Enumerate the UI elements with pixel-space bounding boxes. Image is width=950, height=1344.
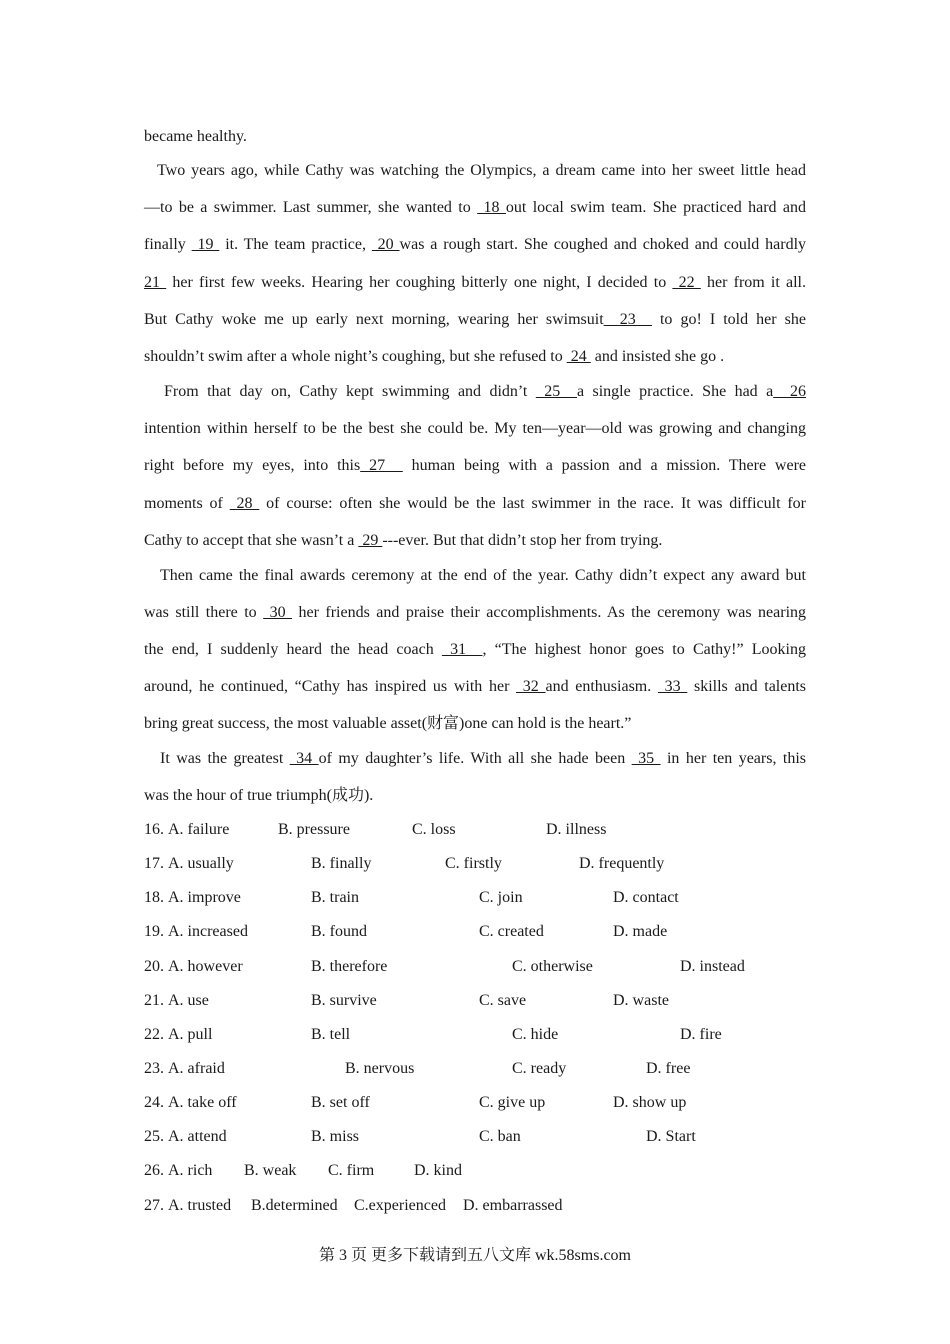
passage-line: became healthy. bbox=[144, 128, 247, 145]
option-b[interactable]: B.determined bbox=[251, 1197, 338, 1214]
blank-34[interactable]: 34 bbox=[289, 750, 319, 767]
blank-31[interactable]: 31 bbox=[441, 641, 483, 658]
passage-line: Cathy to accept that she wasn’t a 29 ---ever. But that didn’t stop her from trying. bbox=[144, 532, 663, 549]
option-b[interactable]: B. weak bbox=[244, 1162, 297, 1179]
blank-29[interactable]: 29 bbox=[358, 532, 383, 549]
passage-line: right before my eyes, into this 27 human being with a passion and a mission. There were bbox=[144, 457, 807, 474]
question-number: 27. bbox=[144, 1197, 164, 1214]
blank-19[interactable]: 19 bbox=[191, 236, 220, 253]
passage-line: was still there to 30 her friends and praise their accomplishments. As the ceremony was nearing bbox=[144, 604, 807, 621]
question-row bbox=[144, 1093, 806, 1113]
question-row bbox=[144, 854, 806, 874]
passage-line: 21 her first few weeks. Hearing her coughing bitterly one night, I decided to 22 her from it all. bbox=[144, 274, 807, 291]
option-d[interactable]: D. kind bbox=[414, 1162, 462, 1179]
option-a[interactable]: A. trusted bbox=[168, 1197, 232, 1214]
blank-26[interactable]: 26 bbox=[773, 383, 806, 400]
option-c[interactable]: C. firm bbox=[328, 1162, 375, 1179]
option-b[interactable]: B. survive bbox=[311, 992, 377, 1009]
option-a[interactable]: A. rich bbox=[168, 1162, 213, 1179]
blank-22[interactable]: 22 bbox=[672, 274, 701, 291]
question-row bbox=[144, 1196, 806, 1216]
option-b[interactable]: B. set off bbox=[311, 1094, 370, 1111]
option-d[interactable]: D. fire bbox=[680, 1026, 722, 1043]
passage-line: —to be a swimmer. Last summer, she wanted to 18 out local swim team. She practiced hard and bbox=[144, 199, 807, 216]
option-b[interactable]: B. miss bbox=[311, 1128, 360, 1145]
option-c[interactable]: C. join bbox=[479, 889, 523, 906]
option-c[interactable]: C. save bbox=[479, 992, 527, 1009]
passage-line: around, he continued, “Cathy has inspired us with her 32 and enthusiasm. 33 skills and talents bbox=[144, 678, 807, 695]
question-number: 25. bbox=[144, 1128, 164, 1145]
blank-35[interactable]: 35 bbox=[631, 750, 661, 767]
passage-line: intention within herself to be the best she could be. My ten—year—old was growing and changing bbox=[144, 420, 806, 437]
option-c[interactable]: C. firstly bbox=[445, 855, 502, 872]
option-b[interactable]: B. finally bbox=[311, 855, 372, 872]
option-c[interactable]: C. give up bbox=[479, 1094, 546, 1111]
question-row bbox=[144, 957, 806, 977]
passage-line: shouldn’t swim after a whole night’s coughing, but she refused to 24 and insisted she go . bbox=[144, 348, 725, 365]
blank-30[interactable]: 30 bbox=[263, 604, 293, 621]
option-c[interactable]: C. ready bbox=[512, 1060, 567, 1077]
passage-line: was the hour of true triumph(成功). bbox=[144, 787, 374, 804]
option-c[interactable]: C. loss bbox=[412, 821, 456, 838]
question-row bbox=[144, 820, 806, 840]
option-c[interactable]: C. created bbox=[479, 923, 544, 940]
question-number: 21. bbox=[144, 992, 164, 1009]
option-d[interactable]: D. waste bbox=[613, 992, 669, 1009]
option-d[interactable]: D. Start bbox=[646, 1128, 696, 1145]
question-number: 16. bbox=[144, 821, 164, 838]
option-d[interactable]: D. made bbox=[613, 923, 668, 940]
option-b[interactable]: B. pressure bbox=[278, 821, 350, 838]
option-a[interactable]: A. pull bbox=[168, 1026, 213, 1043]
option-c[interactable]: C. hide bbox=[512, 1026, 559, 1043]
option-b[interactable]: B. train bbox=[311, 889, 359, 906]
question-number: 23. bbox=[144, 1060, 164, 1077]
passage-line: But Cathy woke me up early next morning, wearing her swimsuit 23 to go! I told her she bbox=[144, 311, 807, 328]
passage-line: It was the greatest 34 of my daughter’s life. With all she hade been 35 in her ten years, this bbox=[160, 750, 806, 767]
passage-line: Two years ago, while Cathy was watching the Olympics, a dream came into her sweet little head bbox=[157, 162, 806, 179]
blank-28[interactable]: 28 bbox=[229, 495, 260, 512]
question-number: 24. bbox=[144, 1094, 164, 1111]
passage-line: Then came the final awards ceremony at the end of the year. Cathy didn’t expect any award but bbox=[160, 567, 806, 584]
option-a[interactable]: A. use bbox=[168, 992, 209, 1009]
option-b[interactable]: B. therefore bbox=[311, 958, 388, 975]
blank-25[interactable]: 25 bbox=[535, 383, 577, 400]
option-a[interactable]: A. take off bbox=[168, 1094, 237, 1111]
passage-line: bring great success, the most valuable asset(财富)one can hold is the heart.” bbox=[144, 715, 632, 732]
question-row bbox=[144, 1025, 806, 1045]
option-b[interactable]: B. found bbox=[311, 923, 367, 940]
option-d[interactable]: D. embarrassed bbox=[463, 1197, 563, 1214]
option-a[interactable]: A. attend bbox=[168, 1128, 227, 1145]
blank-18[interactable]: 18 bbox=[477, 199, 506, 216]
question-number: 20. bbox=[144, 958, 164, 975]
question-number: 22. bbox=[144, 1026, 164, 1043]
option-d[interactable]: D. show up bbox=[613, 1094, 687, 1111]
blank-32[interactable]: 32 bbox=[516, 678, 546, 695]
option-d[interactable]: D. free bbox=[646, 1060, 691, 1077]
question-row bbox=[144, 1161, 806, 1181]
blank-21[interactable]: 21 bbox=[144, 274, 167, 291]
option-b[interactable]: B. nervous bbox=[345, 1060, 415, 1077]
passage-line: moments of 28 of course: often she would be the last swimmer in the race. It was difficult for bbox=[144, 495, 807, 512]
option-c[interactable]: C. ban bbox=[479, 1128, 521, 1145]
page-footer: 第 3 页 更多下载请到五八文库 wk.58sms.com bbox=[318, 1247, 631, 1264]
question-row bbox=[144, 991, 806, 1011]
question-number: 17. bbox=[144, 855, 164, 872]
option-b[interactable]: B. tell bbox=[311, 1026, 351, 1043]
passage-line: From that day on, Cathy kept swimming and didn’t 25 a single practice. She had a 26 bbox=[164, 383, 806, 400]
blank-23[interactable]: 23 bbox=[603, 311, 652, 328]
passage-line: finally 19 it. The team practice, 20 was a rough start. She coughed and choked and could hardly bbox=[144, 236, 807, 253]
passage-line: the end, I suddenly heard the head coach 31 , “The highest honor goes to Cathy!” Looking bbox=[144, 641, 807, 658]
option-d[interactable]: D. contact bbox=[613, 889, 679, 906]
option-d[interactable]: D. illness bbox=[546, 821, 607, 838]
blank-27[interactable]: 27 bbox=[360, 457, 403, 474]
option-a[interactable]: A. however bbox=[168, 958, 243, 975]
blank-20[interactable]: 20 bbox=[371, 236, 400, 253]
blank-24[interactable]: 24 bbox=[566, 348, 591, 365]
option-a[interactable]: A. usually bbox=[168, 855, 234, 872]
option-a[interactable]: A. failure bbox=[168, 821, 230, 838]
question-row bbox=[144, 922, 806, 942]
option-d[interactable]: D. instead bbox=[680, 958, 745, 975]
option-a[interactable]: A. afraid bbox=[168, 1060, 225, 1077]
option-a[interactable]: A. increased bbox=[168, 923, 248, 940]
question-row bbox=[144, 888, 806, 908]
question-row bbox=[144, 1059, 806, 1079]
question-row bbox=[144, 1127, 806, 1147]
question-number: 26. bbox=[144, 1162, 164, 1179]
question-number: 19. bbox=[144, 923, 164, 940]
option-d[interactable]: D. frequently bbox=[579, 855, 665, 872]
option-c[interactable]: C.experienced bbox=[354, 1197, 446, 1214]
option-c[interactable]: C. otherwise bbox=[512, 958, 593, 975]
question-number: 18. bbox=[144, 889, 164, 906]
option-a[interactable]: A. improve bbox=[168, 889, 241, 906]
blank-33[interactable]: 33 bbox=[657, 678, 688, 695]
